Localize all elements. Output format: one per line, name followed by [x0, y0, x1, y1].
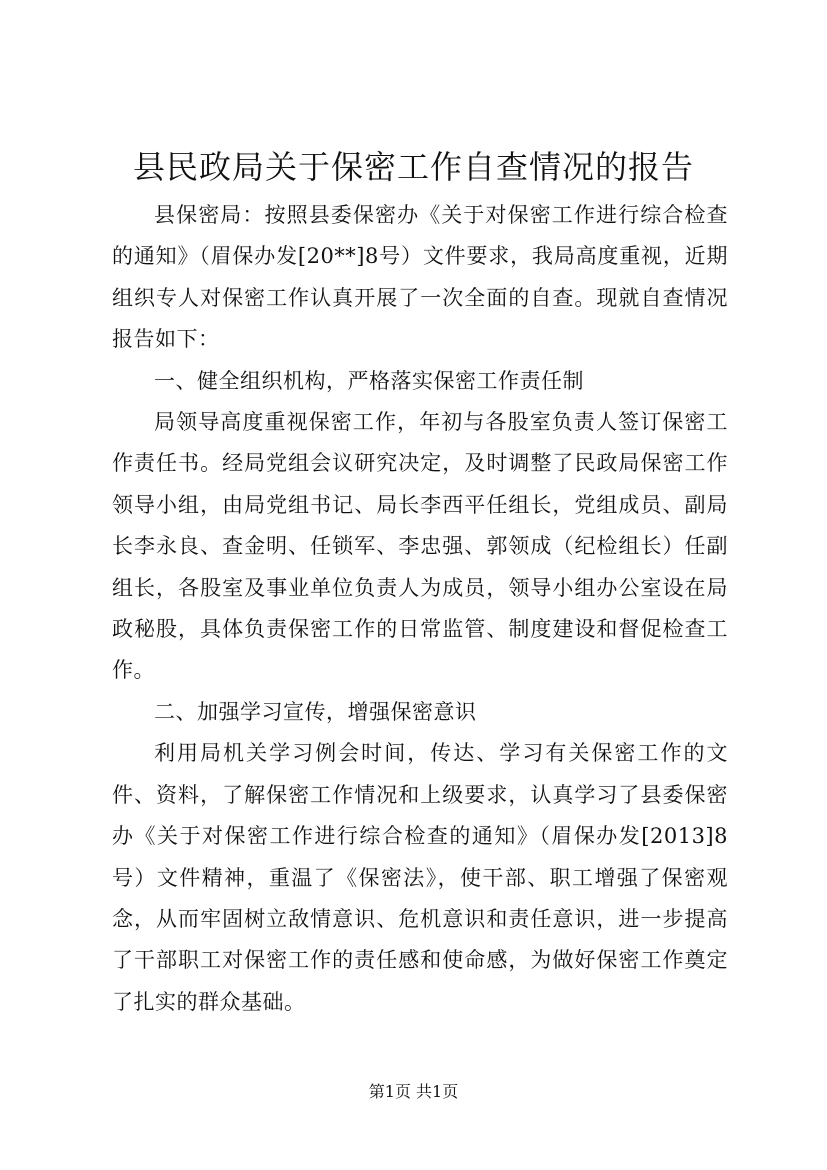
- paragraph-intro: 县保密局：按照县委保密办《关于对保密工作进行综合检查的通知》（眉保办发[20**]8号）文件要求，我局高度重视，近期组织专人对保密工作认真开展了一次全面的自查。现就自查情况报告如下：: [112, 203, 728, 352]
- section-heading-2: 二、加强学习宣传，增强保密意识: [154, 699, 477, 724]
- paragraph-section-2: 利用局机关学习例会时间，传达、学习有关保密工作的文件、资料，了解保密工作情况和上级要求，认真学习了县委保密办《关于对保密工作进行综合检查的通知》（眉保办发[2013]8号）文件精神，重温了《保密法》，使干部、职工增强了保密观念，从而牢固树立敌情意识、危机意识和责任意识，进一步提高了干部职工对保密工作的责任感和使命感，为做好保密工作奠定了扎实的群众基础。: [112, 741, 728, 1014]
- page-number-footer: 第1页 共1页: [368, 1082, 459, 1101]
- document-body: [112, 195, 728, 1023]
- paragraph-section-1: 局领导高度重视保密工作，年初与各股室负责人签订保密工作责任书。经局党组会议研究决定，及时调整了民政局保密工作领导小组，由局党组书记、局长李西平任组长，党组成员、副局长李永良、查金明、任锁军、李忠强、郭领成（纪检组长）任副组长，各股室及事业单位负责人为成员，领导小组办公室设在局政秘股，具体负责保密工作的日常监管、制度建设和督促检查工作。: [112, 410, 728, 683]
- section-heading-1: 一、健全组织机构，严格落实保密工作责任制: [154, 368, 584, 393]
- document-title: 县民政局关于保密工作自查情况的报告: [132, 148, 694, 186]
